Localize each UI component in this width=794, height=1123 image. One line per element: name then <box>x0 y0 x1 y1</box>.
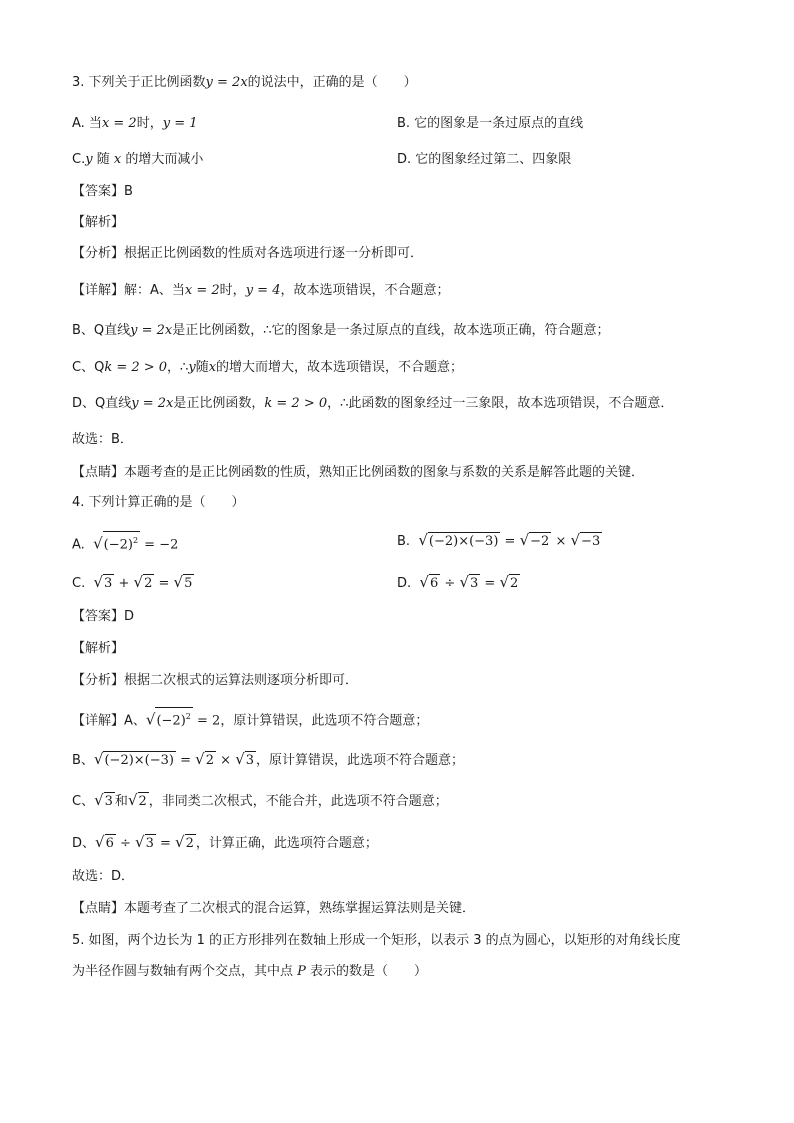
q3-stem: 3. 下列关于正比例函数y = 2x的说法中，正确的是（ ） <box>72 75 417 90</box>
q3-dianjing: 【点睛】本题考查的是正比例函数的性质，熟知正比例函数的图象与系数的关系是解答此题的关键． <box>72 465 645 480</box>
q5-stem-line2: 为半径作圆与数轴有两个交点，其中点 P 表示的数是（ ） <box>72 964 428 979</box>
q3-option-b: B. 它的图象是一条过原点的直线 <box>397 116 584 131</box>
q3-detail-d: D、Q直线y = 2x是正比例函数，k = 2 > 0，∴此函数的图象经过一三象限，故本选项错误，不合题意． <box>72 396 674 411</box>
q4-detail-b: B、√(−2)×(−3) = √2 × √3 ，原计算错误，此选项不符合题意； <box>72 750 465 768</box>
q4-option-a: A. $√(-2)^2 = -2$ <box>72 531 178 554</box>
q4-detail-d: D、√6 ÷ √3 = √2 ，计算正确，此选项符合题意； <box>72 833 378 851</box>
q3-jiexi: 【解析】 <box>72 215 125 230</box>
q4-option-b: B. √(−2)×(−3) = √−2 × √−3 <box>397 531 601 549</box>
q3-option-c: C.y 随 x 的增大而减小 <box>72 152 204 167</box>
q4-answer: 【答案】D <box>72 609 135 624</box>
q4-dianjing: 【点睛】本题考查了二次根式的混合运算，熟练掌握运算法则是关键． <box>72 901 476 916</box>
q3-choose: 故选：B． <box>72 432 133 447</box>
q4-fenxi: 【分析】根据二次根式的运算法则逐项分析即可． <box>72 673 359 688</box>
q4-choose: 故选：D． <box>72 869 135 884</box>
q5-stem-line1: 5. 如图，两个边长为 1 的正方形排列在数轴上形成一个矩形，以表示 3 的点为圆心，以矩形的对角线长度 <box>72 933 681 948</box>
q4-detail-c: C、√3 和√2 ，非同类二次根式，不能合并，此选项不符合题意； <box>72 791 448 809</box>
q4-stem: 4. 下列计算正确的是（ ） <box>72 495 245 510</box>
q4-option-c: C. √3 + √2 = √5 <box>72 573 193 591</box>
q3-detail-c: C、Qk = 2 > 0，∴y随x的增大而增大，故本选项错误，不合题意； <box>72 360 464 375</box>
q3-answer: 【答案】B <box>72 184 133 199</box>
q3-detail-b: B、Q直线y = 2x是正比例函数，∴它的图象是一条过原点的直线，故本选项正确，符合题意； <box>72 323 610 338</box>
q3-option-d: D. 它的图象经过第二、四象限 <box>397 152 572 167</box>
q3-fenxi: 【分析】根据正比例函数的性质对各选项进行逐一分析即可． <box>72 246 424 261</box>
q4-jiexi: 【解析】 <box>72 641 125 656</box>
q4-detail-a: 【详解】A、$√(-2)^2 = 2$，原计算错误，此选项不符合题意； <box>72 707 428 730</box>
q3-detail-a: 【详解】解：A、当x = 2时，y = 4，故本选项错误，不合题意； <box>72 283 450 298</box>
q4-option-d: D. √6 ÷ √3 = √2 <box>397 573 519 591</box>
q3-option-a: A. 当x = 2时，y = 1 <box>72 116 198 131</box>
